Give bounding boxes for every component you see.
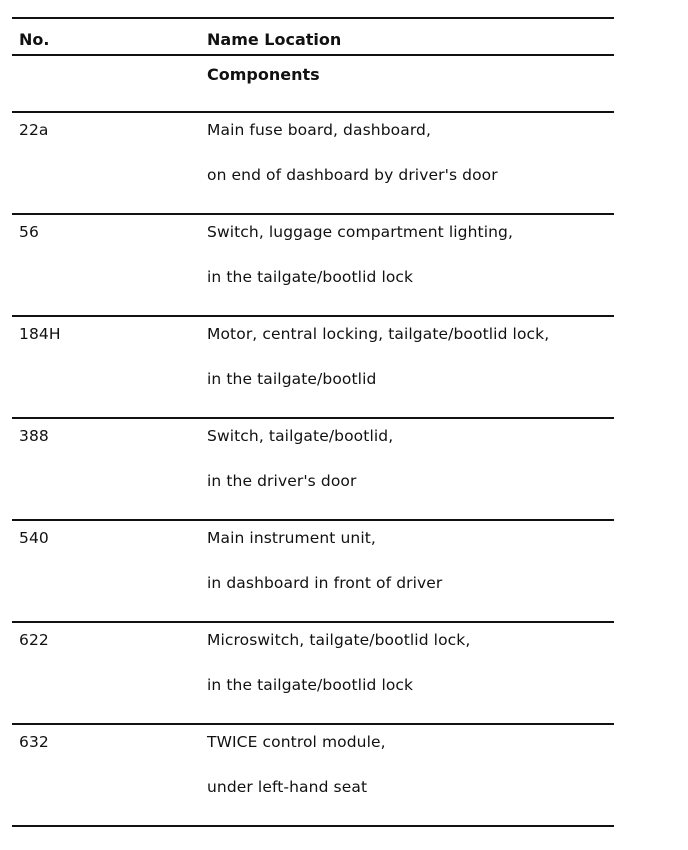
row-name: Motor, central locking, tailgate/bootlid lock, (207, 325, 550, 343)
row-name: Main fuse board, dashboard, (207, 121, 431, 139)
section-row (12, 56, 614, 111)
row-number: 632 (19, 733, 49, 751)
table-row (12, 725, 614, 825)
row-number: 388 (19, 427, 49, 445)
row-location: in dashboard in front of driver (207, 574, 443, 592)
table-row (12, 113, 614, 213)
row-location: in the tailgate/bootlid lock (207, 676, 414, 694)
table-row (12, 419, 614, 519)
row-number: 56 (19, 223, 39, 241)
section-label: Components (207, 65, 320, 84)
row-location: on end of dashboard by driver's door (207, 166, 498, 184)
table-row (12, 521, 614, 621)
header-no: No. (19, 30, 50, 49)
row-number: 540 (19, 529, 49, 547)
row-name: Main instrument unit, (207, 529, 376, 547)
row-location: in the driver's door (207, 472, 357, 490)
row-location: in the tailgate/bootlid (207, 370, 377, 388)
table-bottom-rule (12, 825, 614, 827)
table-row (12, 215, 614, 315)
row-location: in the tailgate/bootlid lock (207, 268, 414, 286)
row-name: Switch, luggage compartment lighting, (207, 223, 514, 241)
components-table (12, 17, 614, 827)
row-number: 184H (19, 325, 61, 343)
row-number: 622 (19, 631, 49, 649)
row-number: 22a (19, 121, 49, 139)
row-name: Switch, tailgate/bootlid, (207, 427, 394, 445)
row-location: under left-hand seat (207, 778, 368, 796)
header-name-location: Name Location (207, 30, 342, 49)
row-name: Microswitch, tailgate/bootlid lock, (207, 631, 471, 649)
table-row (12, 623, 614, 723)
table-header-row (12, 19, 614, 54)
row-name: TWICE control module, (207, 733, 386, 751)
table-row (12, 317, 614, 417)
